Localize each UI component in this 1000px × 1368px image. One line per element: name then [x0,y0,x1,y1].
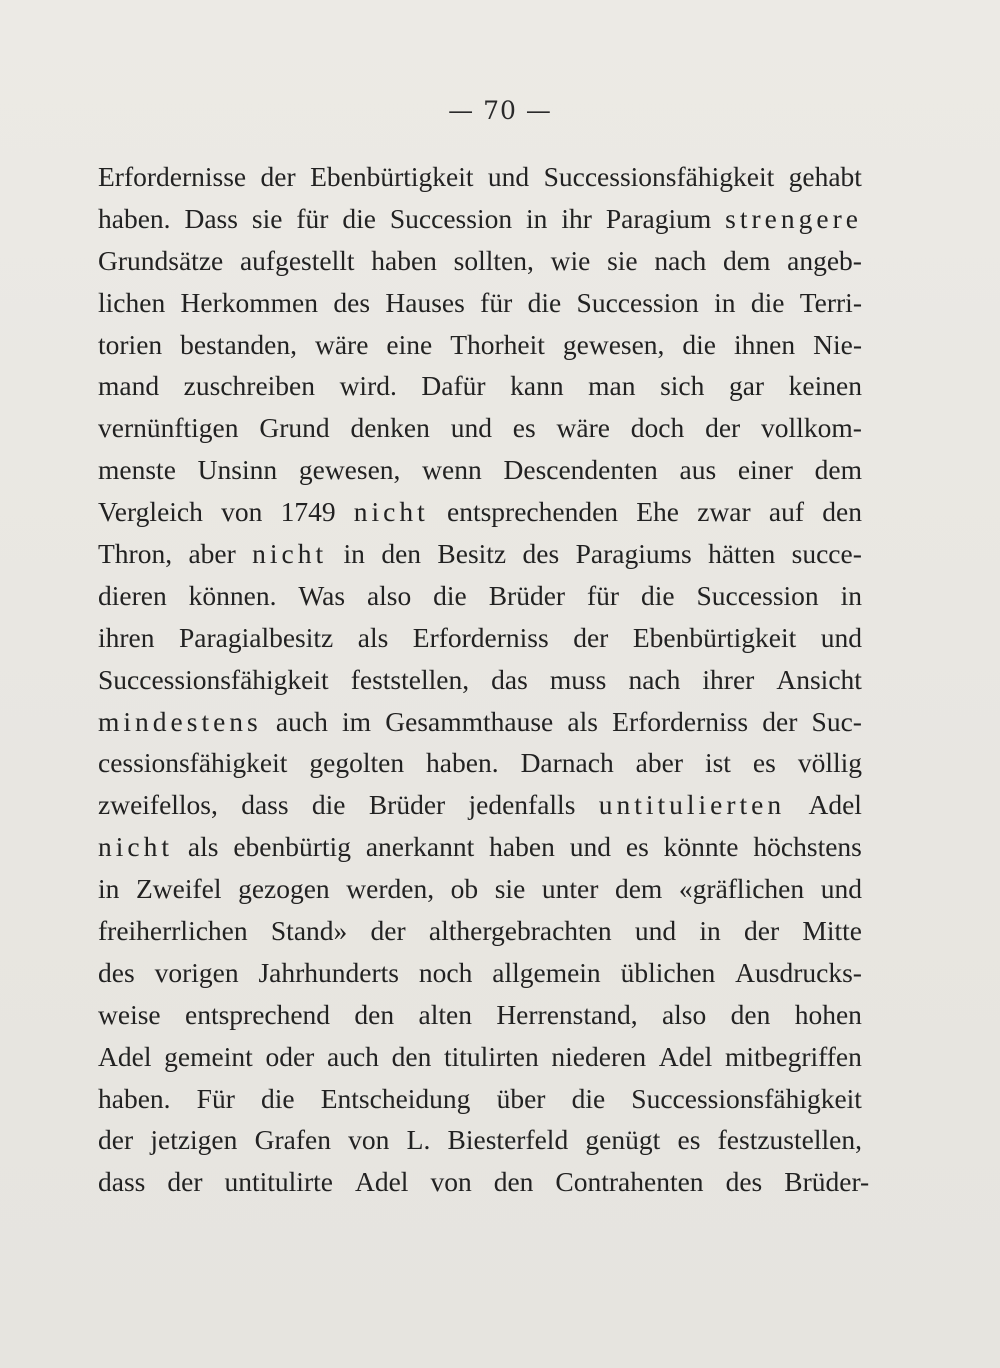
word: der [762,705,798,737]
text-line [98,491,862,533]
word: Successionsfähigkeit [98,663,329,695]
text-line [98,701,862,743]
word: Entscheidung [320,1082,471,1114]
word: hohen [794,998,862,1030]
word: jetzigen [150,1124,238,1156]
word: auch [327,1040,379,1072]
word: Ehe [636,496,680,528]
word: für [296,202,329,234]
word: entsprechend [184,998,331,1030]
word: genügt [585,1124,661,1156]
word: Succession [696,579,819,611]
word: den [493,1166,534,1198]
word: in [714,286,736,318]
word: die [682,328,717,360]
word: haben. [426,747,499,779]
word: succe- [791,538,862,570]
word: freiherrlichen [98,915,248,947]
word: der [167,1166,203,1198]
word: dass [98,1166,146,1198]
text-line [98,365,862,407]
word: aus [679,454,717,486]
spaced-word: mindestens [98,705,262,737]
word: über [496,1082,546,1114]
word: ebenbürtig [233,831,351,863]
word: dem [723,244,771,276]
word: Dafür [421,370,486,402]
word: Unsinn [197,454,278,486]
word: die [640,579,675,611]
word: der [573,621,609,653]
word: Grund [259,412,330,444]
text-line [98,1161,870,1203]
word: der [370,915,406,947]
word: Gesammthause [385,705,554,737]
word: Hauses [385,286,465,318]
word: zuschreiben [183,370,315,402]
word: Paragiums [575,538,692,570]
word: ihrer [702,663,755,695]
word: oder [265,1040,315,1072]
page-number: — 70 — [448,96,552,125]
word: Besitz [437,538,507,570]
spaced-word: strengere [725,202,862,234]
word: üblichen [620,956,716,988]
word: gewesen, [562,328,665,360]
word: L. [406,1124,431,1156]
word: wenn [422,454,482,486]
word: Grundsätze [98,244,224,276]
word: nach [628,663,681,695]
spaced-word: nicht [252,538,328,570]
word: und [569,831,611,863]
word: wäre [556,412,610,444]
word: des [98,956,135,988]
text-line [98,910,862,952]
word: wie [550,244,591,276]
text-line [98,1119,862,1161]
word: anerkannt [365,831,475,863]
word: Paragialbesitz [179,621,334,653]
word: Successionsfähigkeit [631,1082,862,1114]
word: und [820,873,862,905]
word: Successionsfähigkeit [543,161,775,192]
word: gehabt [788,161,862,192]
word: muss [549,663,607,695]
text-line [98,240,862,282]
word: Ansicht [776,663,862,695]
word: von [430,1166,472,1198]
word: der [705,412,741,444]
word: Stand» [270,915,348,947]
text-line [98,617,862,659]
word: dem [614,873,663,905]
word: ihnen [734,328,796,360]
word: menste [98,454,176,486]
text-line [98,1078,862,1120]
word: Terri- [799,286,862,318]
word: Paragium [605,202,712,234]
word: aufgestellt [239,244,355,276]
word: Herkommen [180,286,319,318]
word: Dass [184,202,238,234]
word: als [357,621,389,653]
word: vorigen [154,956,239,988]
text-line [98,449,862,491]
word: zweifellos, [98,789,218,821]
word: gezogen [238,873,330,905]
text-line [98,324,862,366]
word: bestanden, [180,328,297,360]
word: von [221,496,263,528]
word: es [625,831,649,863]
word: mand [98,370,160,402]
text-line [98,784,862,826]
word: den [381,538,422,570]
word: den [730,998,771,1030]
word: titulirten [444,1040,539,1072]
word: den [391,1040,432,1072]
word: und [634,915,677,947]
word: als [187,831,219,863]
text-line [98,1036,862,1078]
word: Succession [576,286,699,318]
text-line [98,575,862,617]
word: Zweifel [135,873,222,905]
word: könnte [663,831,739,863]
word: einer [737,454,793,486]
word: zwar [697,496,751,528]
word: Brüder [488,579,566,611]
text-line [98,868,862,910]
word: Adel [808,789,862,821]
word: es [512,412,536,444]
word: aber [188,538,236,570]
word: vernünftigen [98,412,239,444]
word: Für [196,1082,235,1114]
text-line [98,282,862,324]
word: man [588,370,636,402]
word: sie [494,873,526,905]
word: auf [768,496,805,528]
word: Contrahenten [555,1166,704,1198]
word: den [354,998,395,1030]
word: Ebenbürtigkeit [310,161,474,192]
word: es [752,747,776,779]
word: untitulirte [224,1166,333,1198]
word: im [342,705,372,737]
word: allgemein [492,956,601,988]
word: Brüder [368,789,446,821]
word: doch [630,412,685,444]
word: Thorheit [450,328,545,360]
word: und [450,412,492,444]
text-line [98,994,862,1036]
word: mitbegriffen [724,1040,862,1072]
word: Suc- [811,705,862,737]
word: Ausdrucks- [735,956,862,988]
text-line [98,156,862,198]
word: weise [98,998,161,1030]
word: in [840,579,862,611]
word: es [677,1124,701,1156]
word: jedenfalls [468,789,576,821]
spaced-word: untitulierten [598,789,786,821]
word: in [699,915,721,947]
word: Adel [658,1040,713,1072]
word: der [744,915,780,947]
word: auch [275,705,328,737]
word: das [491,663,528,695]
word: Ebenbürtigkeit [632,621,797,653]
spaced-word: nicht [98,831,173,863]
word: lichen [98,286,166,318]
word: noch [418,956,473,988]
text-line [98,533,862,575]
word: völlig [797,747,862,779]
word: die [311,789,346,821]
word: hätten [708,538,776,570]
word: Was [298,579,346,611]
word: in [343,538,365,570]
word: von [348,1124,390,1156]
word: haben [489,831,555,863]
word: und [487,161,530,192]
word: festzustellen, [717,1124,862,1156]
word: Grafen [254,1124,331,1156]
word: ihr [561,202,592,234]
word: die [571,1082,606,1114]
word: ist [704,747,731,779]
word: gegolten [309,747,405,779]
word: wäre [314,328,369,360]
text-line [98,659,862,701]
word: cessionsfähigkeit [98,747,288,779]
word: ihren [98,621,155,653]
word: als [567,705,598,737]
word: die [433,579,467,611]
word: Biesterfeld [447,1124,569,1156]
word: Erforderniss [612,705,749,737]
word: werden, [346,873,435,905]
word: sollten, [453,244,534,276]
word: Mitte [802,915,862,947]
word: aber [635,747,683,779]
word: und [820,621,862,653]
word: des [522,538,560,570]
word: nach [654,244,707,276]
word: dem [814,454,862,486]
word: sie [607,244,638,276]
word: Descendenten [503,454,658,486]
word: der [260,161,296,192]
text-line [98,952,862,994]
word: ob [450,873,479,905]
word: gewesen, [298,454,401,486]
word: Brüder- [784,1166,870,1198]
word: für [586,579,620,611]
word: Vergleich [98,496,203,528]
word: eine [386,328,433,360]
word: feststellen, [350,663,470,695]
word: in [526,202,548,234]
word: die [527,286,562,318]
word: niederen [551,1040,647,1072]
word: Herrenstand, [496,998,638,1030]
word: kann [510,370,564,402]
word: 1749 [280,496,336,528]
word: des [333,286,371,318]
word: unter [541,873,599,905]
word: den [822,496,862,528]
spaced-word: nicht [353,496,429,528]
word: der [98,1124,134,1156]
word: Nie- [813,328,862,360]
word: haben. [98,1082,171,1114]
body-text [98,156,870,1203]
word: entsprechenden [447,496,619,528]
word: höchstens [753,831,862,863]
word: die [750,286,785,318]
word: torien [98,328,163,360]
word: vollkom- [761,412,862,444]
word: denken [350,412,430,444]
word: «gräflichen [678,873,805,905]
word: haben [371,244,437,276]
word: gemeint [164,1040,253,1072]
word: die [261,1082,295,1114]
word: die [342,202,376,234]
word: also [366,579,412,611]
word: haben. [98,202,171,234]
word: Darnach [520,747,614,779]
word: Erfordernisse [98,161,247,192]
word: sie [251,202,283,234]
word: alten [418,998,472,1030]
word: Thron, [98,538,173,570]
word: in [98,873,120,905]
word: für [480,286,513,318]
text-line [98,742,862,784]
text-line [98,198,862,240]
text-line [98,826,862,868]
word: keinen [788,370,862,402]
word: also [661,998,707,1030]
word: Erforderniss [412,621,549,653]
word: Succession [389,202,513,234]
word: des [725,1166,763,1198]
word: Adel [354,1166,409,1198]
word: dass [241,789,289,821]
word: dieren [98,579,167,611]
word: gar [728,370,765,402]
word: Adel [98,1040,152,1072]
text-line [98,407,862,449]
word: wird. [339,370,397,402]
word: Jahrhunderts [258,956,399,988]
word: angeb- [787,244,862,276]
word: können. [188,579,277,611]
word: althergebrachten [428,915,612,947]
word: sich [660,370,705,402]
